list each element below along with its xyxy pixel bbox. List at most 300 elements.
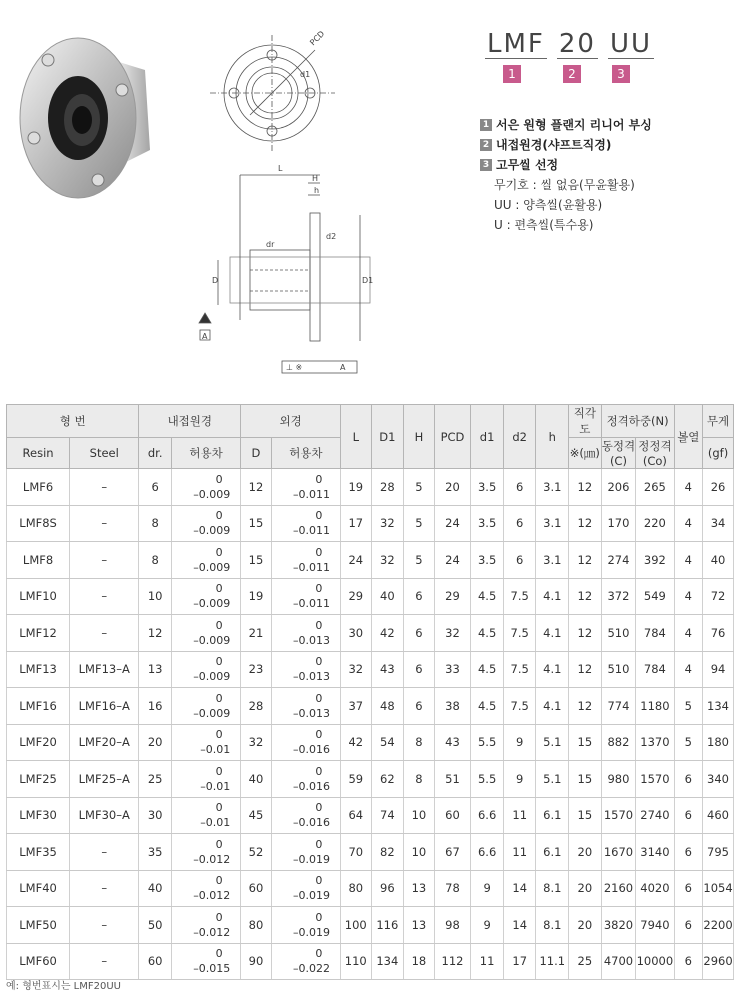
cell-dr-tol — [171, 651, 240, 688]
cell-h: 4.1 — [536, 578, 569, 615]
cell-steel: LMF30–A — [70, 797, 139, 834]
cell-dr: 30 — [139, 797, 172, 834]
cell-w: 94 — [703, 651, 734, 688]
cell-w: 72 — [703, 578, 734, 615]
dr-tol-lower: –0.009 — [193, 633, 231, 647]
dr-tol-lower: –0.012 — [193, 852, 231, 866]
cell-perp: 12 — [569, 505, 602, 542]
cell-resin: LMF6 — [7, 469, 70, 506]
cell-D-tol — [271, 797, 340, 834]
cell-perp: 12 — [569, 578, 602, 615]
cell-L: 30 — [341, 615, 372, 652]
cell-C: 170 — [601, 505, 636, 542]
D-tol-upper: 0 — [315, 509, 323, 523]
cell-w: 795 — [703, 834, 734, 871]
dr-tol-lower: –0.015 — [193, 962, 231, 976]
table-row — [7, 615, 734, 652]
cell-resin: LMF40 — [7, 870, 70, 907]
cell-d1: 4.5 — [471, 688, 504, 725]
table-row — [7, 651, 734, 688]
cell-resin: LMF8 — [7, 542, 70, 579]
cell-steel: – — [70, 469, 139, 506]
cell-steel: – — [70, 505, 139, 542]
cell-d2: 7.5 — [503, 688, 536, 725]
dr-tol-lower: –0.01 — [200, 816, 231, 830]
cell-perp: 12 — [569, 469, 602, 506]
cell-dr: 16 — [139, 688, 172, 725]
model-code — [485, 29, 653, 90]
dr-tol-lower: –0.009 — [193, 706, 231, 720]
cell-w: 26 — [703, 469, 734, 506]
cell-h: 5.1 — [536, 724, 569, 761]
d1-label: d1 — [300, 70, 311, 79]
cell-D-tol — [271, 505, 340, 542]
cell-Co: 4020 — [636, 870, 674, 907]
D-tol-upper: 0 — [315, 472, 323, 486]
header-L: L — [341, 405, 372, 469]
cell-D1: 43 — [371, 651, 404, 688]
cell-dr: 35 — [139, 834, 172, 871]
cell-perp: 12 — [569, 651, 602, 688]
cell-D: 15 — [241, 542, 272, 579]
model-part-seal: UU — [609, 29, 653, 59]
cell-steel: – — [70, 834, 139, 871]
product-photo — [10, 30, 165, 200]
cell-Co: 7940 — [636, 907, 674, 944]
cell-perp: 25 — [569, 943, 602, 980]
dr-tol-upper: 0 — [215, 728, 223, 742]
D-tol-lower: –0.019 — [293, 925, 330, 939]
cell-D1: 82 — [371, 834, 404, 871]
cell-Co: 265 — [636, 469, 674, 506]
cell-dr-tol — [171, 761, 240, 798]
cell-D: 45 — [241, 797, 272, 834]
cell-D1: 134 — [371, 943, 404, 980]
cell-resin: LMF35 — [7, 834, 70, 871]
spec-table — [6, 404, 734, 980]
header-dr: dr. — [139, 438, 172, 469]
cell-H: 18 — [404, 943, 435, 980]
cell-H: 10 — [404, 797, 435, 834]
table-row — [7, 724, 734, 761]
header-D-tol: 허용차 — [271, 438, 340, 469]
cell-h: 5.1 — [536, 761, 569, 798]
cell-H: 6 — [404, 578, 435, 615]
cell-D-tol — [271, 943, 340, 980]
cell-L: 70 — [341, 834, 372, 871]
D-tol-upper: 0 — [315, 728, 323, 742]
dr-tol-upper: 0 — [215, 910, 223, 924]
cell-perp: 15 — [569, 761, 602, 798]
dr-tol-upper: 0 — [215, 655, 223, 669]
cell-D1: 32 — [371, 505, 404, 542]
cell-D: 21 — [241, 615, 272, 652]
table-row — [7, 943, 734, 980]
D-label: D — [212, 276, 219, 285]
cell-h: 4.1 — [536, 651, 569, 688]
header-perp: 직각도 — [569, 405, 602, 438]
D-tol-lower: –0.011 — [293, 597, 330, 611]
product-header — [0, 0, 740, 400]
cell-dr: 25 — [139, 761, 172, 798]
L-label: L — [278, 164, 283, 173]
cell-L: 59 — [341, 761, 372, 798]
cell-balls: 4 — [674, 469, 703, 506]
cell-d1: 11 — [471, 943, 504, 980]
cell-balls: 6 — [674, 761, 703, 798]
cell-d2: 7.5 — [503, 615, 536, 652]
cell-PCD: 33 — [434, 651, 471, 688]
cell-PCD: 38 — [434, 688, 471, 725]
cell-dr: 6 — [139, 469, 172, 506]
cell-d2: 6 — [503, 505, 536, 542]
cell-dr: 10 — [139, 578, 172, 615]
header-h: h — [536, 405, 569, 469]
seal-option-u: U : 편측씰(특수용) — [494, 218, 594, 232]
cell-d1: 4.5 — [471, 615, 504, 652]
cell-H: 10 — [404, 834, 435, 871]
cell-H: 13 — [404, 907, 435, 944]
cell-w: 134 — [703, 688, 734, 725]
cell-D1: 42 — [371, 615, 404, 652]
cell-h: 4.1 — [536, 615, 569, 652]
table-header-row-1 — [7, 405, 734, 438]
cell-w: 1054 — [703, 870, 734, 907]
cell-PCD: 98 — [434, 907, 471, 944]
cell-D: 90 — [241, 943, 272, 980]
cell-Co: 10000 — [636, 943, 674, 980]
cell-PCD: 43 — [434, 724, 471, 761]
header-gf: (gf) — [703, 438, 734, 469]
table-row — [7, 688, 734, 725]
cell-dr: 12 — [139, 615, 172, 652]
cell-C: 510 — [601, 615, 636, 652]
dr-tol-upper: 0 — [215, 837, 223, 851]
cell-perp: 12 — [569, 542, 602, 579]
cell-d1: 5.5 — [471, 724, 504, 761]
cell-balls: 4 — [674, 651, 703, 688]
cell-dr: 50 — [139, 907, 172, 944]
header-dyn: 동정격(C) — [601, 439, 636, 468]
cell-D-tol — [271, 724, 340, 761]
dr-tol-upper: 0 — [215, 874, 223, 888]
cell-PCD: 20 — [434, 469, 471, 506]
D-tol-lower: –0.016 — [293, 743, 330, 757]
cell-dr: 40 — [139, 870, 172, 907]
cell-H: 6 — [404, 615, 435, 652]
cell-d2: 14 — [503, 870, 536, 907]
cell-d1: 4.5 — [471, 578, 504, 615]
cell-D-tol — [271, 469, 340, 506]
cell-H: 8 — [404, 761, 435, 798]
header-weight: 무게 — [703, 405, 734, 438]
cell-dr-tol — [171, 870, 240, 907]
cell-steel: LMF25–A — [70, 761, 139, 798]
cell-w: 340 — [703, 761, 734, 798]
cell-dr: 20 — [139, 724, 172, 761]
cell-L: 80 — [341, 870, 372, 907]
cell-w: 76 — [703, 615, 734, 652]
cell-PCD: 29 — [434, 578, 471, 615]
cell-dr: 8 — [139, 542, 172, 579]
D-tol-upper: 0 — [315, 801, 323, 815]
cell-L: 29 — [341, 578, 372, 615]
dr-tol-upper: 0 — [215, 582, 223, 596]
D-tol-lower: –0.011 — [293, 524, 330, 538]
cell-d2: 7.5 — [503, 578, 536, 615]
cell-D-tol — [271, 688, 340, 725]
header-D1: D1 — [371, 405, 404, 469]
cell-resin: LMF20 — [7, 724, 70, 761]
cell-h: 3.1 — [536, 469, 569, 506]
dr-tol-lower: –0.01 — [200, 779, 231, 793]
D-tol-lower: –0.011 — [293, 487, 330, 501]
cell-Co: 220 — [636, 505, 674, 542]
dr-tol-lower: –0.012 — [193, 925, 231, 939]
model-part-size: 20 — [558, 29, 596, 59]
cell-D: 23 — [241, 651, 272, 688]
table-row — [7, 907, 734, 944]
cell-resin: LMF8S — [7, 505, 70, 542]
cell-steel: LMF20–A — [70, 724, 139, 761]
cell-perp: 15 — [569, 724, 602, 761]
cell-PCD: 67 — [434, 834, 471, 871]
table-row — [7, 542, 734, 579]
cell-L: 42 — [341, 724, 372, 761]
header-model: 형 번 — [7, 405, 139, 438]
cell-steel: – — [70, 870, 139, 907]
cell-dr: 8 — [139, 505, 172, 542]
table-row — [7, 870, 734, 907]
cell-D1: 54 — [371, 724, 404, 761]
cell-PCD: 24 — [434, 505, 471, 542]
dr-tol-lower: –0.009 — [193, 597, 231, 611]
cell-w: 460 — [703, 797, 734, 834]
cell-d2: 11 — [503, 834, 536, 871]
pcd-label: PCD — [308, 29, 327, 48]
cell-D: 32 — [241, 724, 272, 761]
model-description — [480, 115, 652, 235]
cell-L: 32 — [341, 651, 372, 688]
cell-d1: 3.5 — [471, 505, 504, 542]
cell-C: 3820 — [601, 907, 636, 944]
cell-H: 5 — [404, 469, 435, 506]
cell-w: 180 — [703, 724, 734, 761]
cell-PCD: 60 — [434, 797, 471, 834]
cell-d1: 9 — [471, 907, 504, 944]
cell-PCD: 32 — [434, 615, 471, 652]
model-part-series: LMF — [487, 29, 545, 59]
cell-D: 52 — [241, 834, 272, 871]
table-row — [7, 834, 734, 871]
cell-D-tol — [271, 542, 340, 579]
cell-Co: 2740 — [636, 797, 674, 834]
cell-D1: 32 — [371, 542, 404, 579]
dr-tol-upper: 0 — [215, 691, 223, 705]
dr-tol-upper: 0 — [215, 545, 223, 559]
cell-D: 80 — [241, 907, 272, 944]
dr-tol-lower: –0.009 — [193, 560, 231, 574]
header-H: H — [404, 405, 435, 469]
cell-D: 19 — [241, 578, 272, 615]
h-label: h — [314, 186, 320, 195]
cell-D1: 62 — [371, 761, 404, 798]
cell-balls: 4 — [674, 615, 703, 652]
cell-D-tol — [271, 761, 340, 798]
cell-perp: 20 — [569, 870, 602, 907]
cell-L: 17 — [341, 505, 372, 542]
cell-C: 206 — [601, 469, 636, 506]
cell-C: 1670 — [601, 834, 636, 871]
spec-table-body — [7, 469, 734, 980]
cell-C: 980 — [601, 761, 636, 798]
D-tol-lower: –0.019 — [293, 889, 330, 903]
header-resin: Resin — [7, 438, 70, 469]
cell-dr-tol — [171, 834, 240, 871]
cell-D-tol — [271, 615, 340, 652]
cell-w: 40 — [703, 542, 734, 579]
cell-d1: 6.6 — [471, 834, 504, 871]
cell-resin: LMF16 — [7, 688, 70, 725]
cell-Co: 1180 — [636, 688, 674, 725]
cell-Co: 784 — [636, 615, 674, 652]
cell-L: 19 — [341, 469, 372, 506]
cell-D: 60 — [241, 870, 272, 907]
dr-tol-upper: 0 — [215, 472, 223, 486]
dr-tol-upper: 0 — [215, 509, 223, 523]
cell-D: 28 — [241, 688, 272, 725]
perp-symbol: ⊥ ※ — [286, 363, 303, 372]
cell-h: 6.1 — [536, 797, 569, 834]
D-tol-lower: –0.016 — [293, 816, 330, 830]
cell-balls: 6 — [674, 834, 703, 871]
cell-h: 11.1 — [536, 943, 569, 980]
cell-d2: 11 — [503, 797, 536, 834]
badge-1: 1 — [503, 65, 521, 83]
cell-dr-tol — [171, 578, 240, 615]
cell-H: 8 — [404, 724, 435, 761]
cell-steel: – — [70, 615, 139, 652]
D-tol-upper: 0 — [315, 874, 323, 888]
D-tol-upper: 0 — [315, 910, 323, 924]
header-outer: 외경 — [241, 405, 341, 438]
cell-L: 110 — [341, 943, 372, 980]
D-tol-upper: 0 — [315, 764, 323, 778]
cell-d2: 17 — [503, 943, 536, 980]
table-row — [7, 761, 734, 798]
D1-label: D1 — [362, 276, 374, 285]
D-tol-lower: –0.013 — [293, 706, 330, 720]
D-tol-lower: –0.011 — [293, 560, 330, 574]
cell-L: 37 — [341, 688, 372, 725]
footnote: 예: 형번표시는 LMF20UU — [6, 981, 122, 992]
dr-tol-lower: –0.01 — [200, 743, 231, 757]
dr-tol-lower: –0.009 — [193, 487, 231, 501]
cell-resin: LMF60 — [7, 943, 70, 980]
D-tol-upper: 0 — [315, 618, 323, 632]
seal-option-none: 무기호 : 씰 없음(무윤활용) — [494, 178, 635, 192]
cell-w: 2960 — [703, 943, 734, 980]
cell-balls: 6 — [674, 797, 703, 834]
cell-h: 8.1 — [536, 907, 569, 944]
cell-resin: LMF50 — [7, 907, 70, 944]
cell-dr-tol — [171, 797, 240, 834]
cell-h: 6.1 — [536, 834, 569, 871]
desc-item-1: 1 서은 원형 플랜지 리니어 부싱 — [480, 115, 652, 135]
cell-resin: LMF12 — [7, 615, 70, 652]
header-d1: d1 — [471, 405, 504, 469]
cell-H: 5 — [404, 542, 435, 579]
cell-d1: 9 — [471, 870, 504, 907]
cell-resin: LMF10 — [7, 578, 70, 615]
cell-D: 15 — [241, 505, 272, 542]
cell-Co: 392 — [636, 542, 674, 579]
cell-steel: – — [70, 943, 139, 980]
table-row — [7, 469, 734, 506]
cell-PCD: 78 — [434, 870, 471, 907]
cell-h: 3.1 — [536, 542, 569, 579]
cell-C: 2160 — [601, 870, 636, 907]
cell-PCD: 24 — [434, 542, 471, 579]
header-stat: 정정격(Co) — [636, 438, 674, 469]
cell-D1: 74 — [371, 797, 404, 834]
cell-d2: 7.5 — [503, 651, 536, 688]
cell-C: 510 — [601, 651, 636, 688]
D-tol-lower: –0.022 — [293, 962, 330, 976]
dr-label: dr — [266, 240, 275, 249]
cell-D-tol — [271, 651, 340, 688]
cell-balls: 4 — [674, 542, 703, 579]
cell-dr-tol — [171, 943, 240, 980]
cell-D-tol — [271, 578, 340, 615]
cell-Co: 1370 — [636, 724, 674, 761]
header-D: D — [241, 438, 272, 469]
cell-steel: LMF16–A — [70, 688, 139, 725]
cell-resin: LMF25 — [7, 761, 70, 798]
seal-option-uu: UU : 양측씰(윤활용) — [494, 198, 603, 212]
cell-dr: 13 — [139, 651, 172, 688]
dr-tol-lower: –0.009 — [193, 670, 231, 684]
d2-label: d2 — [326, 232, 337, 241]
cell-w: 34 — [703, 505, 734, 542]
cell-dr: 60 — [139, 943, 172, 980]
cell-dr-tol — [171, 688, 240, 725]
cell-steel: – — [70, 578, 139, 615]
desc-item-3: 3 고무씰 선정 — [480, 155, 652, 175]
header-perp-unit: ※(㎛) — [569, 438, 602, 469]
badge-3: 3 — [612, 65, 630, 83]
cell-D-tol — [271, 907, 340, 944]
D-tol-upper: 0 — [315, 947, 323, 961]
D-tol-upper: 0 — [315, 691, 323, 705]
cell-C: 372 — [601, 578, 636, 615]
cell-steel: – — [70, 542, 139, 579]
cell-perp: 12 — [569, 688, 602, 725]
cell-d2: 9 — [503, 724, 536, 761]
header-d2: d2 — [503, 405, 536, 469]
cell-C: 274 — [601, 542, 636, 579]
cell-dr-tol — [171, 907, 240, 944]
cell-perp: 12 — [569, 615, 602, 652]
cell-D-tol — [271, 834, 340, 871]
cell-C: 774 — [601, 688, 636, 725]
cell-balls: 5 — [674, 724, 703, 761]
cell-H: 6 — [404, 688, 435, 725]
header-PCD: PCD — [434, 405, 471, 469]
cell-d1: 3.5 — [471, 542, 504, 579]
dr-tol-upper: 0 — [215, 764, 223, 778]
table-row — [7, 505, 734, 542]
